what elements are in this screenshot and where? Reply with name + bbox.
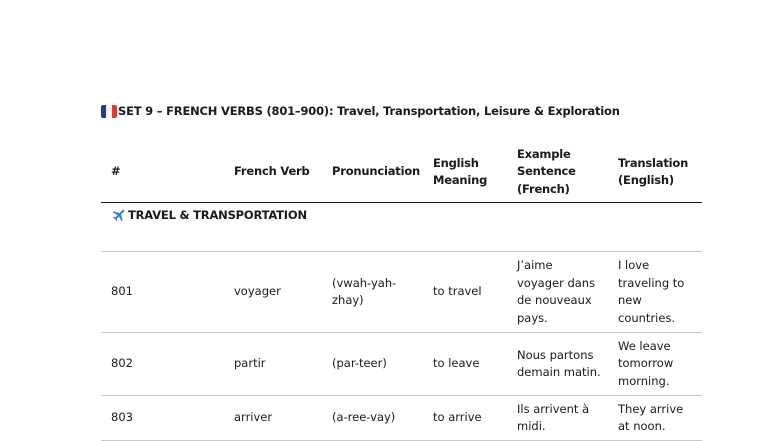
row-english-meaning: to arrive xyxy=(423,396,507,441)
header-example-sentence: Example Sentence (French) xyxy=(507,142,608,203)
row-example-sentence: Ils arrivent à midi. xyxy=(507,396,608,441)
row-pronunciation: (vwah-yah-zhay) xyxy=(322,252,423,333)
table-row xyxy=(101,396,702,441)
section-row xyxy=(101,203,702,252)
section-label xyxy=(101,203,322,252)
row-english-meaning: to leave xyxy=(423,333,507,396)
header-translation: Translation (English) xyxy=(608,142,702,203)
row-pronunciation: (a-ree-vay) xyxy=(322,396,423,441)
row-french-verb: partir xyxy=(224,333,322,396)
table-row xyxy=(101,333,702,396)
row-english-meaning: to travel xyxy=(423,252,507,333)
row-french-verb: voyager xyxy=(224,252,322,333)
table-row xyxy=(101,252,702,333)
row-example-sentence: J’aime voyager dans de nouveaux pays. xyxy=(507,252,608,333)
table-header-row xyxy=(101,142,702,203)
row-translation: They arrive at noon. xyxy=(608,396,702,441)
row-number: 801 xyxy=(101,252,224,333)
row-translation: We leave tomorrow morning. xyxy=(608,333,702,396)
header-number: # xyxy=(101,142,224,203)
row-number: 803 xyxy=(101,396,224,441)
header-french-verb: French Verb xyxy=(224,142,322,203)
section-label-text: TRAVEL & TRANSPORTATION xyxy=(128,208,307,222)
row-number: 802 xyxy=(101,333,224,396)
airplane-icon xyxy=(111,207,128,222)
france-flag-icon xyxy=(101,105,117,118)
header-pronunciation: Pronunciation xyxy=(322,142,423,203)
vocabulary-table xyxy=(101,142,702,441)
document-title xyxy=(101,104,620,118)
row-pronunciation: (par-teer) xyxy=(322,333,423,396)
document-title-text: SET 9 – FRENCH VERBS (801–900): Travel, Transportation, Leisure & Exploration xyxy=(118,104,620,118)
row-example-sentence: Nous partons demain matin. xyxy=(507,333,608,396)
row-translation: I love traveling to new countries. xyxy=(608,252,702,333)
row-french-verb: arriver xyxy=(224,396,322,441)
header-english-meaning: English Meaning xyxy=(423,142,507,203)
